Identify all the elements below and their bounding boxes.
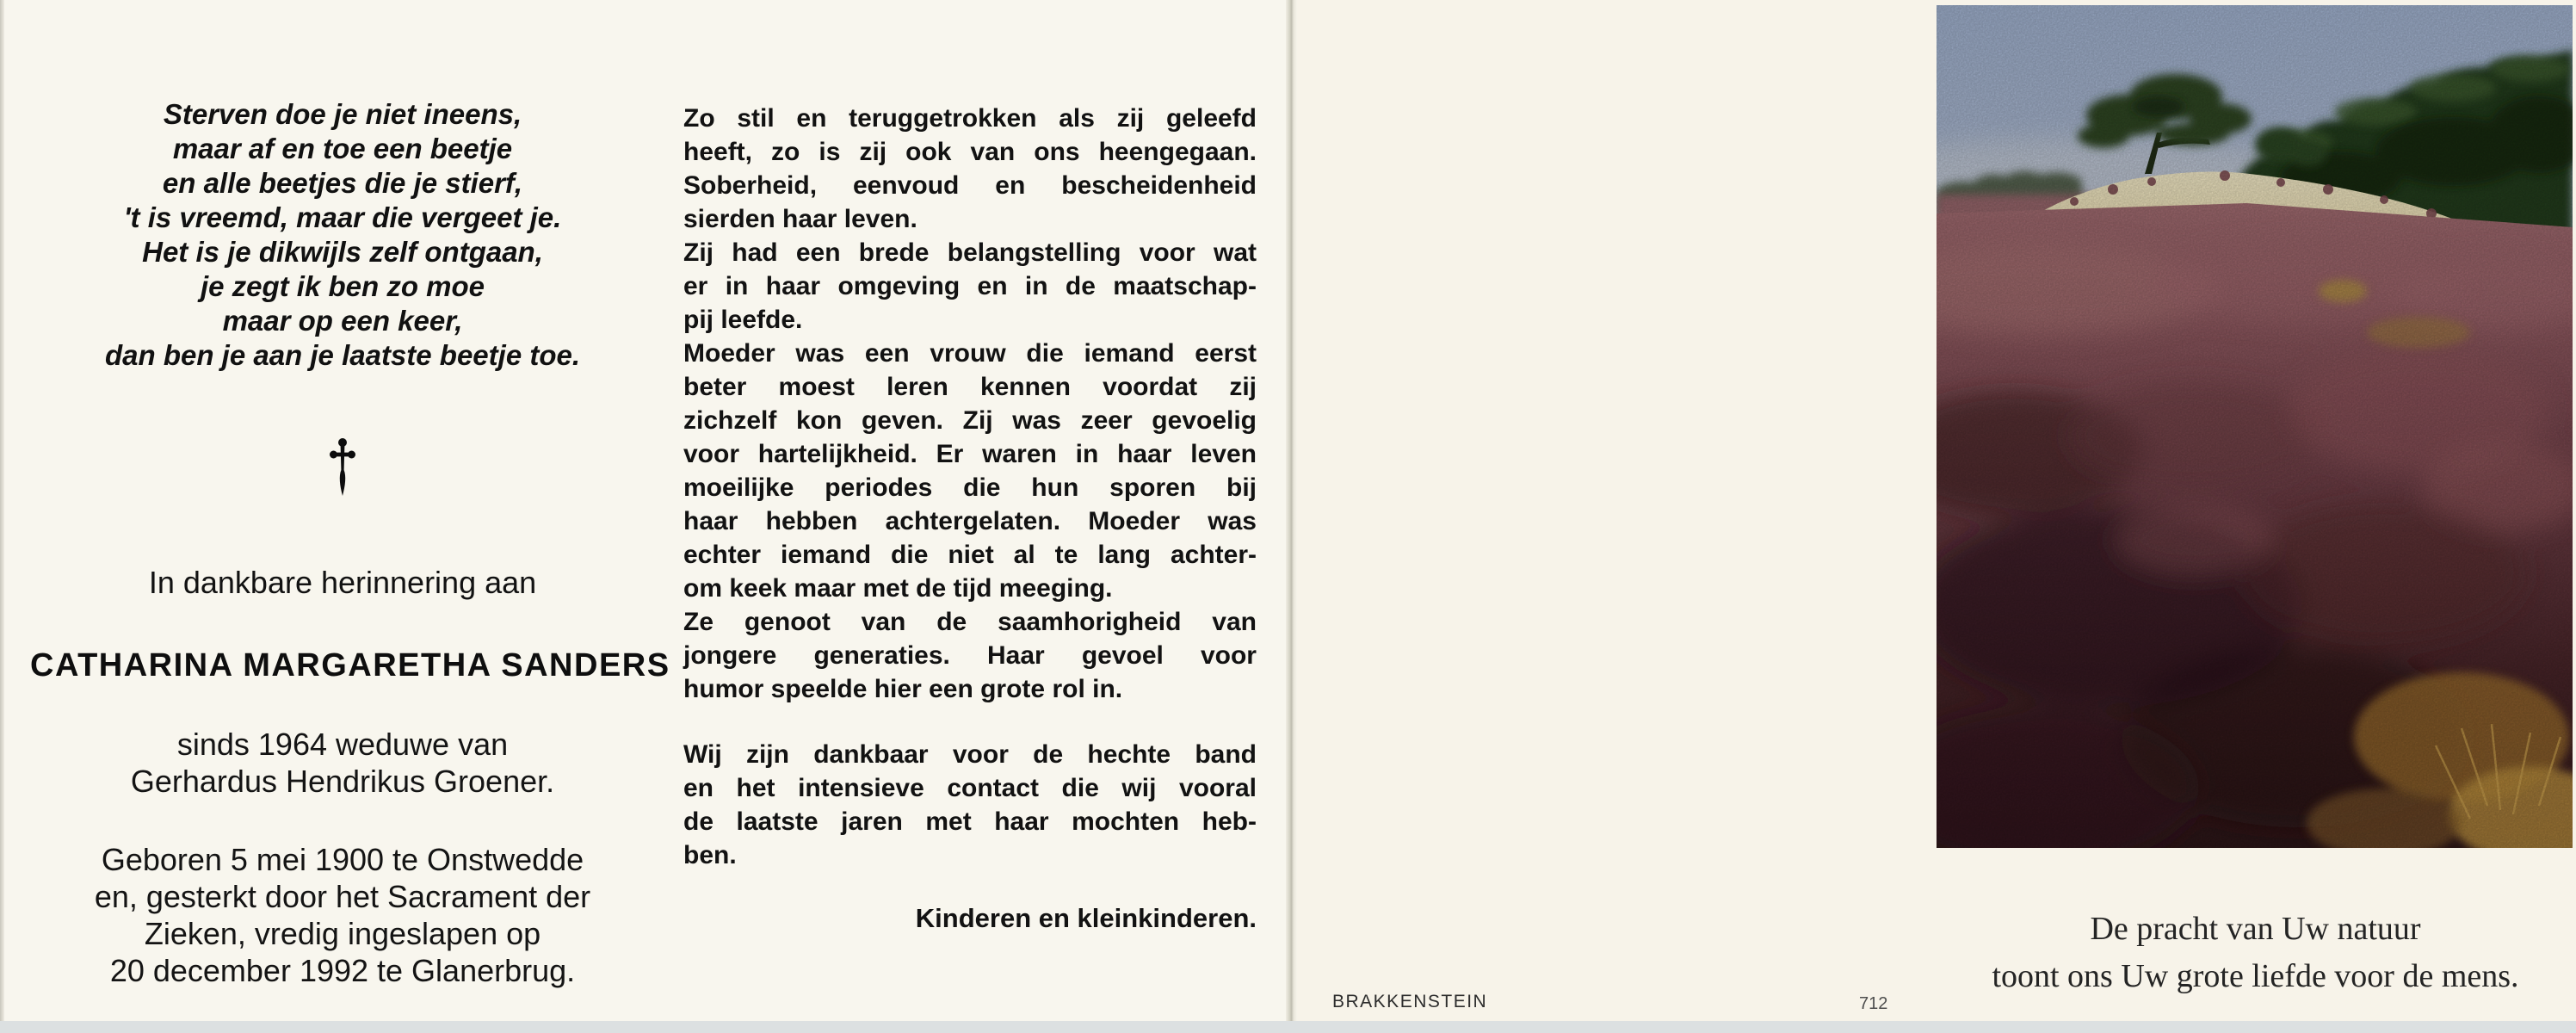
heather-photo bbox=[1937, 5, 2573, 848]
paragraph bbox=[683, 337, 1257, 605]
text-line: Moeder was een vrouw die iemand eerst bbox=[683, 339, 1257, 368]
text-line: toont ons Uw grote liefde voor de mens. bbox=[1992, 958, 2519, 994]
text-line: Zij had een brede belangstelling voor wat bbox=[683, 238, 1257, 267]
birth-death-lines bbox=[41, 841, 644, 989]
text-line: sierden haar leven. bbox=[683, 205, 917, 233]
obituary-signature: Kinderen en kleinkinderen. bbox=[915, 903, 1257, 933]
obituary-text bbox=[683, 102, 1257, 935]
text-line: Wij zijn dankbaar voor de hechte band bbox=[683, 740, 1257, 769]
text-line: haar hebben achtergelaten. Moeder was bbox=[683, 507, 1257, 535]
paragraph bbox=[683, 102, 1257, 236]
text-line: voor hartelijkheid. Er waren in haar leven bbox=[683, 440, 1257, 468]
text-line: Geboren 5 mei 1900 te Onstwedde bbox=[101, 842, 584, 877]
text-line: Gerhardus Hendrikus Groener. bbox=[130, 764, 555, 799]
text-line: Sterven doe je niet ineens, bbox=[163, 98, 522, 130]
text-line: Zo stil en teruggetrokken als zij geleefd bbox=[683, 104, 1257, 133]
text-line: er in haar omgeving en in de maatschap- bbox=[683, 272, 1257, 300]
text-line: Het is je dikwijls zelf ontgaan, bbox=[142, 236, 543, 268]
publisher-name: BRAKKENSTEIN bbox=[1332, 992, 1488, 1011]
widow-of-lines bbox=[41, 726, 644, 800]
text-line: de laatste jaren met haar mochten heb- bbox=[683, 807, 1257, 836]
obituary-closing bbox=[683, 738, 1257, 872]
text-line: echter iemand die niet al te lang achter- bbox=[683, 541, 1257, 569]
text-line: zichzelf kon geven. Zij was zeer gevoelig bbox=[683, 406, 1257, 435]
text-line: dan ben je aan je laatste beetje toe. bbox=[104, 339, 581, 371]
paragraph bbox=[683, 236, 1257, 337]
scan-left-edge bbox=[0, 0, 4, 1023]
text-line: beter moest leren kennen voordat zij bbox=[683, 373, 1257, 401]
scanner-background-strip bbox=[0, 1021, 2576, 1033]
text-line: heeft, zo is zij ook van ons heengegaan. bbox=[683, 138, 1257, 166]
text-line: maar op een keer, bbox=[222, 305, 463, 337]
card-serial-number: 712 bbox=[1859, 994, 1888, 1013]
text-line: 't is vreemd, maar die vergeet je. bbox=[123, 201, 562, 233]
text-line: jongere generaties. Haar gevoel voor bbox=[683, 641, 1257, 670]
memorial-poem bbox=[41, 97, 644, 373]
photo-caption bbox=[1938, 906, 2573, 1000]
text-line: pij leefde. bbox=[683, 306, 803, 334]
text-line: moeilijke periodes die hun sporen bij bbox=[683, 473, 1257, 502]
deceased-name: CATHARINA MARGARETHA SANDERS bbox=[30, 647, 670, 684]
paragraph bbox=[683, 605, 1257, 706]
text-line: en alle beetjes die je stierf, bbox=[162, 167, 523, 199]
text-line: humor speelde hier een grote rol in. bbox=[683, 675, 1123, 703]
text-line: maar af en toe een beetje bbox=[172, 133, 513, 164]
text-line: Zieken, vredig ingeslapen op bbox=[144, 916, 541, 951]
text-line: ben. bbox=[683, 841, 737, 869]
text-line: je zegt ik ben zo moe bbox=[200, 270, 485, 302]
text-line: sinds 1964 weduwe van bbox=[176, 727, 509, 762]
text-line: Ze genoot van de saamhorigheid van bbox=[683, 608, 1257, 636]
obituary-body bbox=[683, 102, 1257, 706]
text-line: Soberheid, eenvoud en bescheidenheid bbox=[683, 171, 1257, 200]
cross-icon bbox=[330, 437, 355, 498]
text-line: om keek maar met de tijd meeging. bbox=[683, 574, 1113, 603]
text-line: De pracht van Uw natuur bbox=[2090, 911, 2421, 947]
text-line: 20 december 1992 te Glanerbrug. bbox=[109, 953, 576, 988]
card-fold-line bbox=[1286, 0, 1297, 1023]
text-line: en het intensieve contact die wij vooral bbox=[683, 774, 1257, 802]
text-line: en, gesterkt door het Sacrament der bbox=[94, 879, 591, 914]
memorial-intro: In dankbare herinnering aan bbox=[148, 565, 537, 600]
